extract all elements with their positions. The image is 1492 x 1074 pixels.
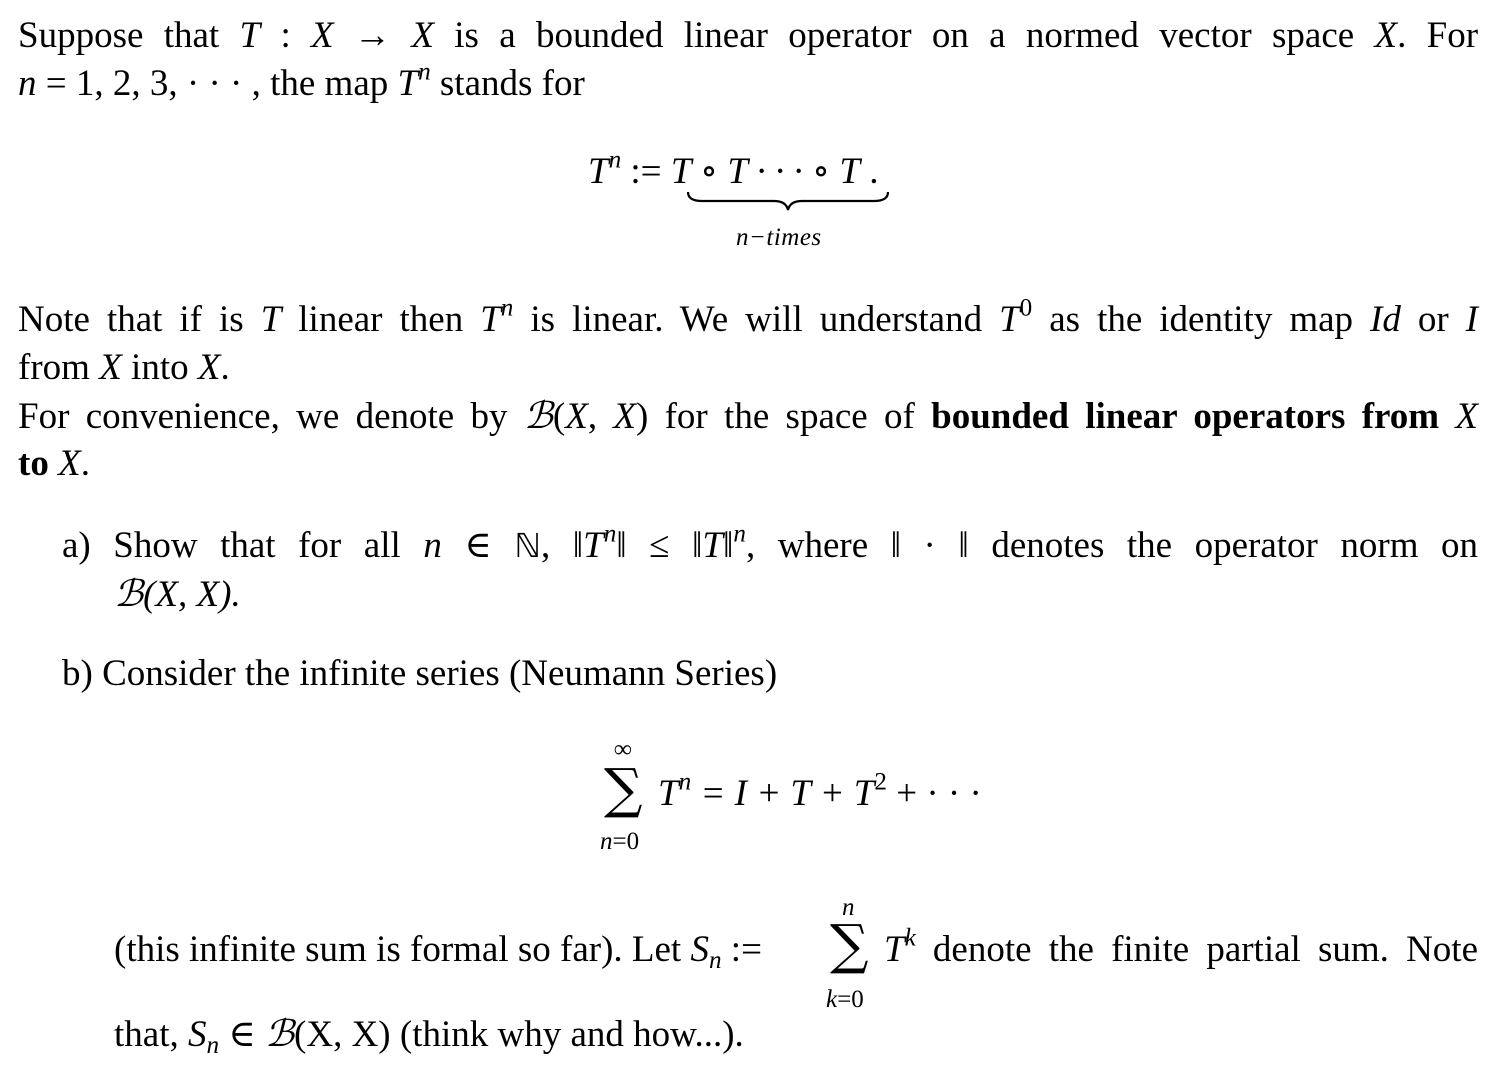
sum-symbol: ∑ — [604, 757, 643, 820]
item-a-line-2: ℬ(X, X). — [114, 572, 241, 615]
intro-line-2: n = 1, 2, 3, · · · , the map $T^n$ stands for — [18, 58, 585, 104]
power-definition-equation: $T^n$ := T ∘ T · · · ∘ T . — [588, 146, 879, 192]
partial-sum-text-left: (this infinite sum is formal so far). Let $S_n$ := — [114, 929, 762, 975]
item-b-line-4: that, $S_n$ ∈ ℬ(X, X) (think why and how...). — [114, 1012, 744, 1060]
partial-sum-lower-limit: k=0 — [826, 986, 864, 1013]
partial-sum-upper-limit: n — [842, 894, 855, 921]
note-line-4: to X. — [18, 443, 90, 484]
item-a-line-1: a) Show that for all n ∈ ℕ, $‖T^n‖$ ≤ ‖T‖$^n$, where ‖ · ‖ denotes the operator norm on — [62, 520, 1479, 566]
note-line-1: Note that if is T linear then $T^n$ is linear. We will understand $T^0$ as the identity map Id or I — [18, 294, 1478, 340]
item-b-line-1: b) Consider the infinite series (Neumann Series) — [62, 653, 778, 694]
partial-sum-symbol: ∑ — [830, 913, 869, 976]
item-b-label: b) — [62, 653, 93, 694]
underbrace — [686, 190, 890, 212]
underbrace-label: n−times — [736, 224, 822, 251]
sum-upper-limit: ∞ — [614, 736, 632, 763]
note-line-3: For convenience, we denote by ℬ(X, X) for the space of bounded linear operators from X — [18, 394, 1479, 437]
note-line-2: from X into X. — [18, 347, 230, 388]
partial-sum-text-right: $T^k$ denote the finite partial sum. Note — [884, 924, 1478, 970]
sum-lower-limit: n=0 — [600, 828, 640, 855]
item-a-label: a) — [62, 525, 91, 566]
intro-line-1: Suppose that T : X → X is a bounded linear operator on a normed vector space X. For — [18, 15, 1479, 56]
sum-right-side: $T^n = I + T + T^2$ + · · · — [658, 768, 982, 814]
